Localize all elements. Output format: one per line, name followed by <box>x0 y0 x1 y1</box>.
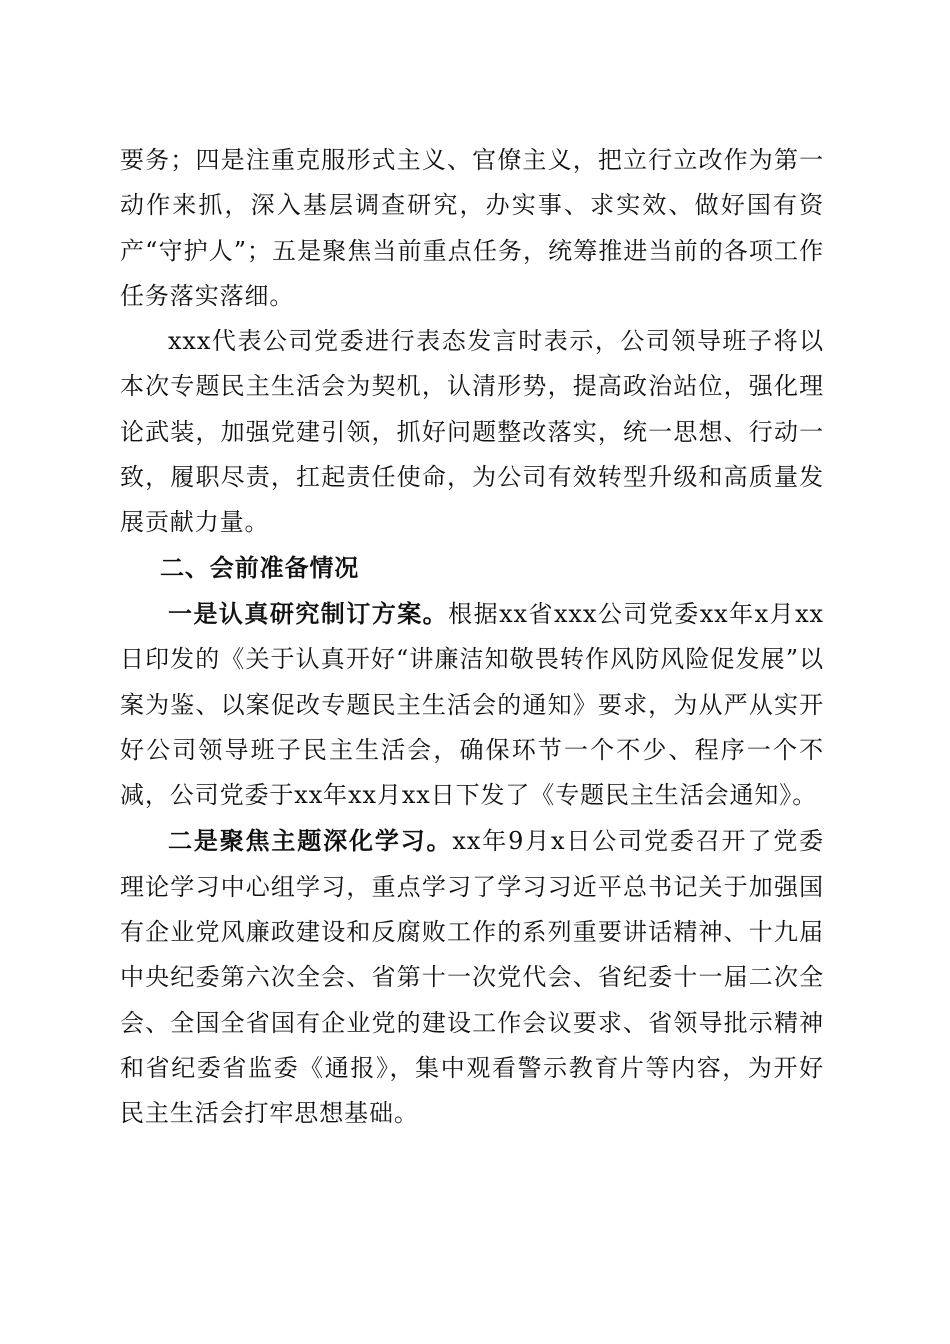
paragraph-plan-lead: 一是认真研究制订方案。 <box>168 598 449 628</box>
paragraph-study-body: xx年9月x日公司党委召开了党委理论学习中心组学习，重点学习了学习习近平总书记关于加强国有企业党风廉政建设和反腐败工作的系列重要讲话精神、十九届中央纪委第六次全会、省第十一次党代会、省纪委十一届二次全会、全国全省国有企业党的建设工作会议要求、省领导批示精神和省纪委省监委《通报》，集中观看警示教育片等内容，为开好民主生活会打牢思想基础。 <box>120 827 824 1128</box>
paragraph-study <box>120 818 824 1136</box>
paragraph-study-lead: 二是聚焦主题深化学习。 <box>168 826 453 856</box>
section-heading: 二、会前准备情况 <box>160 553 360 582</box>
paragraph-statement: xxx代表公司党委进行表态发言时表示，公司领导班子将以本次专题民主生活会为契机，认清形势，提高政治站位，强化理论武装，加强党建引领，抓好问题整改落实，统一思想、行动一致，履职尽责，扛起责任使命，为公司有效转型升级和高质量发展贡献力量。 <box>120 327 824 537</box>
document-page <box>120 138 824 1137</box>
paragraph-plan-body: 根据xx省xxx公司党委xx年x月xx日印发的《关于认真开好“讲廉洁知敬畏转作风防风险促发展”以案为鉴、以案促改专题民主生活会的通知》要求，为从严从实开好公司领导班子民主生活会，确保环节一个不少、程序一个不减，公司党委于xx年xx月xx日下发了《专题民主生活会通知》。 <box>120 599 824 810</box>
paragraph-continuation: 要务；四是注重克服形式主义、官僚主义，把立行立改作为第一动作来抓，深入基层调查研究，办实事、求实效、做好国有资产“守护人”；五是聚焦当前重点任务，统筹推进当前的各项工作任务落实落细。 <box>120 146 824 310</box>
paragraph-plan <box>120 591 824 818</box>
